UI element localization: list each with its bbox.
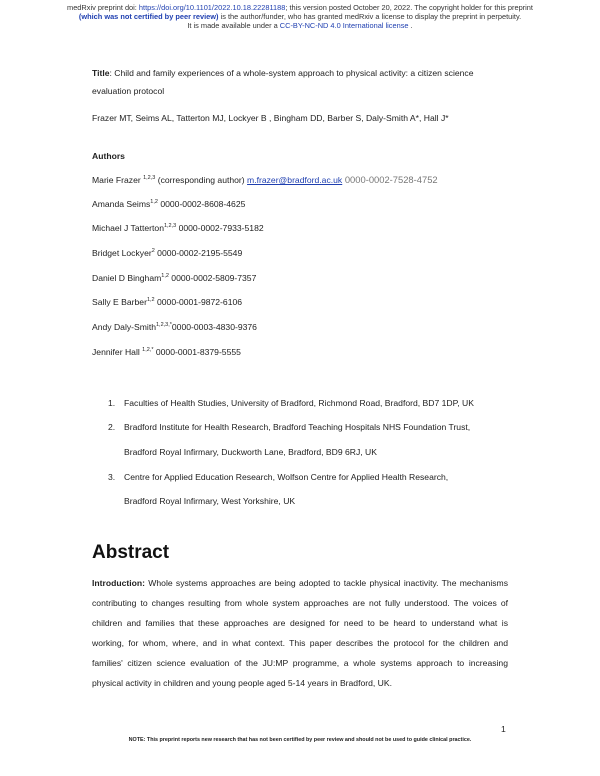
paper-title-line-2: evaluation protocol [92, 86, 165, 96]
page-number: 1 [501, 724, 506, 734]
introduction-label: Introduction: [92, 578, 145, 588]
email-link[interactable]: m.frazer@bradford.ac.uk [247, 175, 343, 185]
affiliation-number: 3. [108, 472, 116, 482]
paper-title [92, 68, 474, 78]
author-entry [92, 297, 242, 307]
banner-line-3 [0, 21, 600, 30]
author-affiliation-sup: 1,2 [146, 297, 155, 303]
author-entry [92, 223, 264, 233]
author-affiliation-sup: 1,2,3 [143, 175, 156, 181]
footer-note: NOTE: This preprint reports new research that has not been certified by peer review and should not be used to guide clinical practice. [128, 737, 472, 743]
corresponding-note: (corresponding author) [155, 175, 248, 185]
author-line: Frazer MT, Seims AL, Tatterton MJ, Lockyer B , Bingham DD, Barber S, Daly-Smith A*, Hall J* [92, 113, 449, 123]
author-orcid: 0000-0002-5809-7357 [168, 273, 257, 283]
author-orcid: 0000-0002-8608-4625 [157, 199, 246, 209]
author-orcid: 0000-0001-8379-5555 [153, 347, 241, 357]
author-affiliation-sup: 1,2 [150, 199, 158, 205]
affiliation-text: Bradford Royal Infirmary, West Yorkshire, UK [124, 496, 296, 506]
banner-line-1 [0, 3, 600, 12]
banner-license-text: is the author/funder, who has granted medRxiv a license to display the preprint in perpetuity. [218, 12, 522, 21]
author-name: Sally E Barber [92, 297, 147, 307]
doi-link[interactable]: https://doi.org/10.1101/2022.10.18.22281188 [138, 3, 286, 12]
author-entry [92, 199, 245, 209]
preprint-banner [0, 3, 600, 30]
author-entry [92, 248, 242, 258]
author-name: Andy Daly-Smith [92, 322, 156, 332]
author-affiliation-sup: 2 [151, 248, 155, 254]
author-name: Bridget Lockyer [92, 248, 152, 258]
author-name: Jennifer Hall [92, 347, 143, 357]
peer-review-notice: (which was not certified by peer review) [78, 12, 219, 21]
affiliation-text: Bradford Institute for Health Research, Bradford Teaching Hospitals NHS Foundation Trust, [124, 422, 471, 432]
authors-heading: Authors [92, 151, 125, 161]
affiliation-text: Faculties of Health Studies, University of Bradford, Richmond Road, Bradford, BD7 1DP, UK [124, 398, 474, 408]
author-orcid: 0000-0002-2195-5549 [154, 248, 243, 258]
abstract-introduction [92, 573, 508, 693]
banner-license-suffix: . [408, 21, 413, 30]
banner-prefix: medRxiv preprint doi: [67, 3, 139, 12]
affiliation-number: 2. [108, 422, 116, 432]
author-orcid: 0000-0001-9872-6106 [154, 297, 243, 307]
banner-line-2 [0, 12, 600, 21]
title-label: Title [92, 68, 110, 78]
affiliation-number: 1. [108, 398, 116, 408]
author-entry [92, 273, 256, 283]
author-orcid: 0000-0002-7528-4752 [342, 174, 438, 185]
author-affiliation-sup: 1,2,3 [163, 223, 177, 229]
author-name: Michael J Tatterton [92, 223, 164, 233]
author-entry [92, 174, 438, 185]
author-name: Marie Frazer [92, 175, 144, 185]
author-affiliation-sup: 1,2 [161, 273, 169, 279]
author-name: Daniel D Bingham [92, 273, 162, 283]
author-name: Amanda Seims [92, 199, 151, 209]
license-link[interactable]: CC-BY-NC-ND 4.0 International license [279, 21, 409, 30]
affiliation-text: Bradford Royal Infirmary, Duckworth Lane, Bradford, BD9 6RJ, UK [124, 447, 377, 457]
author-orcid: 0000-0002-7933-5182 [176, 223, 264, 233]
author-entry [92, 322, 257, 332]
author-entry [92, 347, 241, 357]
title-line-1: : Child and family experiences of a whole-system approach to physical activity: a citizen science [109, 68, 474, 78]
affiliation-text: Centre for Applied Education Research, Wolfson Centre for Applied Health Research, [124, 472, 449, 482]
abstract-heading: Abstract [92, 542, 170, 563]
author-affiliation-sup: 1,2,3,* [156, 322, 172, 328]
author-orcid: 0000-0003-4830-9376 [171, 322, 257, 332]
banner-suffix: ; this version posted October 20, 2022. The copyright holder for this preprint [285, 3, 533, 12]
banner-license-prefix: It is made available under a [187, 21, 280, 30]
author-affiliation-sup: 1,2,* [142, 347, 154, 353]
introduction-text: Whole systems approaches are being adopted to tackle physical inactivity. The mechanisms contributing to changes resulting from whole system approaches are not fully understood. The voices of children and families that these approaches are designed for need to be heard to understand what is working, for whom, where, and in what context. This paper describes the protocol for the children and families' citizen science evaluation of the JU:MP programme, a whole systems approach to increasing physical activity in children and young people aged 5-14 years in Bradford, UK. [92, 578, 508, 688]
